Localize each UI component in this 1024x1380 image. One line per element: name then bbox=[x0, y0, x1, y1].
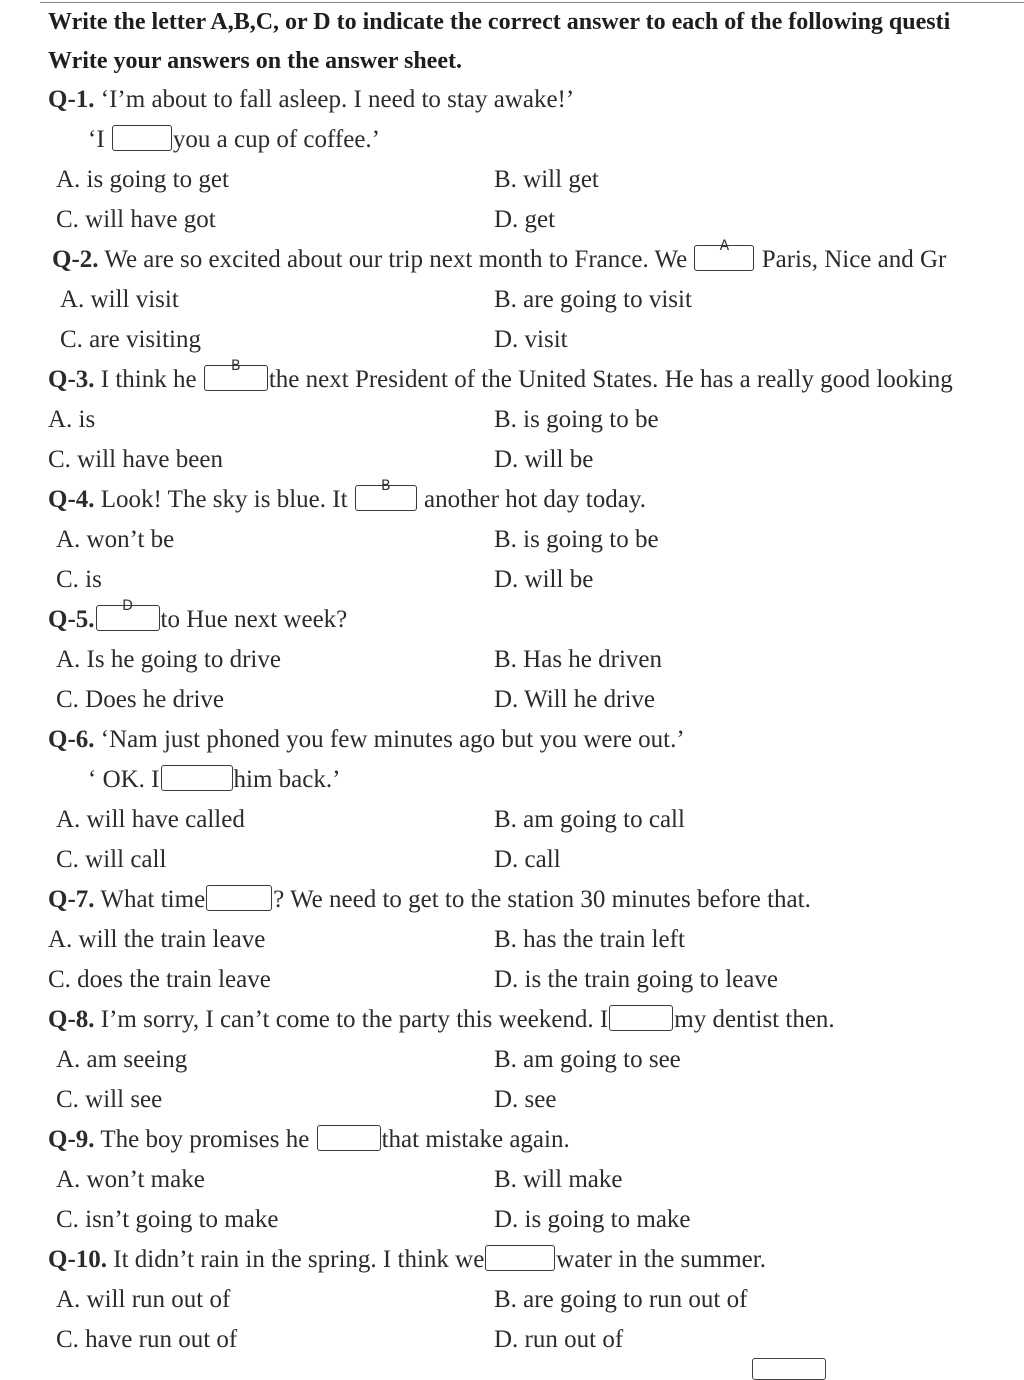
answer-box[interactable] bbox=[112, 125, 172, 151]
question-text: ‘Nam just phoned you few minutes ago but you were out.’ bbox=[100, 726, 685, 753]
option-a[interactable]: A. will run out of bbox=[56, 1286, 231, 1313]
answer-box[interactable] bbox=[96, 598, 160, 631]
option-c[interactable]: C. will have been bbox=[48, 446, 223, 473]
answer-box[interactable] bbox=[355, 478, 417, 511]
question-label: Q-6. bbox=[48, 726, 95, 753]
answer-box[interactable] bbox=[161, 765, 233, 791]
instruction-line-1: Write the letter A,B,C, or D to indicate the correct answer to each of the following questi bbox=[48, 9, 951, 35]
text-before-blank: What time bbox=[100, 886, 206, 913]
option-b[interactable]: B. will get bbox=[494, 166, 599, 193]
answer-text: A bbox=[719, 238, 730, 254]
text-before-blank: We are so excited about our trip next month to France. We bbox=[104, 246, 688, 273]
text-before-blank: ‘ OK. I bbox=[88, 766, 160, 793]
question-label: Q-3. bbox=[48, 366, 95, 393]
question-label: Q-4. bbox=[48, 486, 95, 513]
option-b[interactable]: B. am going to call bbox=[494, 806, 685, 833]
option-d[interactable]: D. will be bbox=[494, 566, 594, 593]
question-label: Q-5. bbox=[48, 606, 95, 633]
option-c[interactable]: C. will see bbox=[56, 1086, 163, 1113]
question-text: ‘I’m about to fall asleep. I need to stay awake!’ bbox=[100, 86, 575, 113]
answer-text: D bbox=[122, 598, 133, 614]
text-after-blank: Paris, Nice and Gr bbox=[761, 246, 947, 273]
text-before-blank: I’m sorry, I can’t come to the party this weekend. I bbox=[100, 1006, 609, 1033]
option-a[interactable]: A. is going to get bbox=[56, 166, 229, 193]
option-c[interactable]: C. will have got bbox=[56, 206, 216, 233]
option-a[interactable]: A. will have called bbox=[56, 806, 245, 833]
option-c[interactable]: C. are visiting bbox=[60, 326, 201, 353]
text-after-blank: the next President of the United States. He has a really good looking bbox=[268, 366, 953, 393]
text-after-blank: to Hue next week? bbox=[160, 606, 348, 633]
question-label: Q-10. bbox=[48, 1246, 108, 1273]
option-b[interactable]: B. is going to be bbox=[494, 526, 659, 553]
instruction-line-2: Write your answers on the answer sheet. bbox=[48, 48, 462, 74]
question-10-stem bbox=[48, 1240, 766, 1280]
option-b[interactable]: B. are going to run out of bbox=[494, 1286, 748, 1313]
text-after-blank: you a cup of coffee.’ bbox=[172, 126, 380, 153]
option-a[interactable]: A. won’t make bbox=[56, 1166, 205, 1193]
option-b[interactable]: B. is going to be bbox=[494, 406, 659, 433]
text-after-blank: another hot day today. bbox=[424, 486, 646, 513]
question-2-stem bbox=[52, 240, 946, 280]
text-after-blank: that mistake again. bbox=[381, 1126, 570, 1153]
option-d[interactable]: D. call bbox=[494, 846, 561, 873]
answer-text: B bbox=[231, 358, 241, 374]
option-d[interactable]: D. visit bbox=[494, 326, 568, 353]
text-before-blank: I think he bbox=[100, 366, 197, 393]
option-b[interactable]: B. are going to visit bbox=[494, 286, 692, 313]
question-4-stem bbox=[48, 480, 646, 520]
text-before-blank: Look! The sky is blue. It bbox=[100, 486, 348, 513]
option-c[interactable]: C. does the train leave bbox=[48, 966, 271, 993]
text-after-blank: my dentist then. bbox=[674, 1006, 835, 1033]
option-d[interactable]: D. Will he drive bbox=[494, 686, 655, 713]
question-5-stem bbox=[48, 600, 347, 640]
answer-box[interactable] bbox=[609, 1005, 673, 1031]
question-label: Q-1. bbox=[48, 86, 95, 113]
option-a[interactable]: A. Is he going to drive bbox=[56, 646, 281, 673]
text-after-blank: him back.’ bbox=[233, 766, 341, 793]
answer-box[interactable] bbox=[206, 885, 272, 911]
partial-answer-box[interactable] bbox=[752, 1358, 826, 1380]
option-d[interactable]: D. see bbox=[494, 1086, 557, 1113]
option-d[interactable]: D. will be bbox=[494, 446, 594, 473]
option-d[interactable]: D. is going to make bbox=[494, 1206, 691, 1233]
question-1-blank-line bbox=[88, 120, 380, 160]
answer-box[interactable] bbox=[485, 1245, 555, 1271]
option-b[interactable]: B. will make bbox=[494, 1166, 623, 1193]
question-3-stem bbox=[48, 360, 953, 400]
option-c[interactable]: C. is bbox=[56, 566, 102, 593]
answer-text: B bbox=[380, 478, 391, 494]
question-label: Q-8. bbox=[48, 1006, 95, 1033]
option-c[interactable]: C. isn’t going to make bbox=[56, 1206, 279, 1233]
option-a[interactable]: A. won’t be bbox=[56, 526, 175, 553]
question-8-stem bbox=[48, 1000, 835, 1040]
question-label: Q-7. bbox=[48, 886, 95, 913]
text-after-blank: water in the summer. bbox=[556, 1246, 766, 1273]
question-9-stem bbox=[48, 1120, 570, 1160]
text-after-blank: ? We need to get to the station 30 minutes before that. bbox=[273, 886, 811, 913]
question-label: Q-2. bbox=[52, 246, 99, 273]
option-d[interactable]: D. run out of bbox=[494, 1326, 624, 1353]
option-c[interactable]: C. Does he drive bbox=[56, 686, 225, 713]
option-c[interactable]: C. have run out of bbox=[56, 1326, 238, 1353]
text-before-blank: It didn’t rain in the spring. I think we bbox=[113, 1246, 485, 1273]
answer-box[interactable] bbox=[694, 238, 754, 271]
option-a[interactable]: A. is bbox=[48, 406, 96, 433]
option-a[interactable]: A. will the train leave bbox=[48, 926, 266, 953]
option-d[interactable]: D. is the train going to leave bbox=[494, 966, 778, 993]
question-1-stem bbox=[48, 80, 574, 120]
option-b[interactable]: B. am going to see bbox=[494, 1046, 681, 1073]
question-label: Q-9. bbox=[48, 1126, 95, 1153]
question-7-stem bbox=[48, 880, 811, 920]
option-c[interactable]: C. will call bbox=[56, 846, 167, 873]
answer-box[interactable] bbox=[317, 1125, 381, 1151]
text-before-blank: The boy promises he bbox=[100, 1126, 310, 1153]
answer-box[interactable] bbox=[204, 358, 268, 391]
option-b[interactable]: B. has the train left bbox=[494, 926, 685, 953]
option-b[interactable]: B. Has he driven bbox=[494, 646, 663, 673]
text-before-blank: ‘I bbox=[88, 126, 105, 153]
option-a[interactable]: A. will visit bbox=[60, 286, 179, 313]
option-d[interactable]: D. get bbox=[494, 206, 556, 233]
option-a[interactable]: A. am seeing bbox=[56, 1046, 188, 1073]
question-6-stem bbox=[48, 720, 685, 760]
question-6-blank-line bbox=[88, 760, 340, 800]
